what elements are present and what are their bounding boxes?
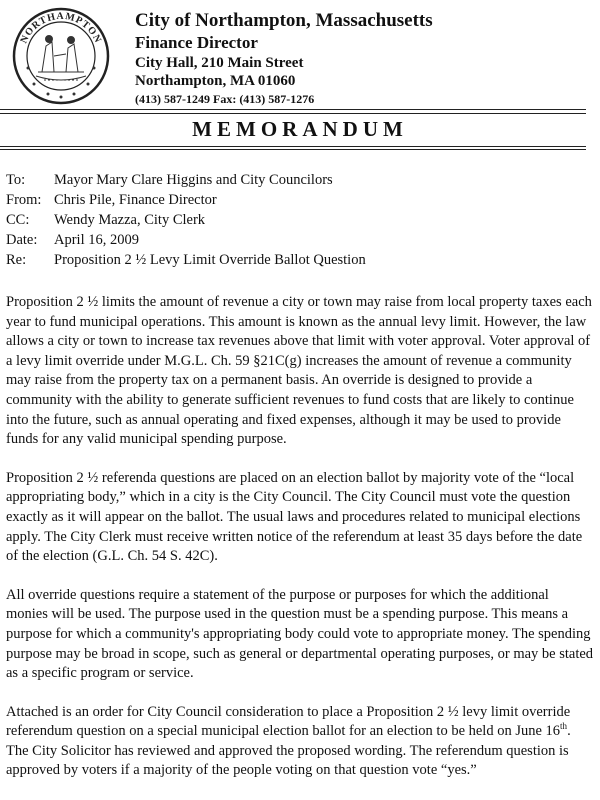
letterhead-title: Finance Director xyxy=(135,33,258,52)
ordinal-suffix: th xyxy=(560,721,568,732)
header-row-from xyxy=(6,190,366,210)
header-label: From: xyxy=(6,192,42,208)
paragraph-1: Proposition 2 ½ limits the amount of revenue a city or town may raise from local property taxes each year to fund municipal operations. This amount is known as the annual levy limit. However, the law allows a city or town to increase tax revenues above that limit with voter approval. Voter approval of a levy limit override under M.G.L. Ch. 59 §21C(g) increases the amount of revenue a community may raise from the property tax on a permanent basis. An override is designed to provide a community with the ability to generate sufficient revenues to fund costs that are likely to continue into the future, such as annual operating and fixed expenses, although it may be used to provide funds for any valid municipal spending purpose. xyxy=(6,294,592,448)
header-divider xyxy=(0,109,586,110)
memo-body xyxy=(6,293,594,800)
seal-icon xyxy=(8,6,114,106)
city-seal xyxy=(8,6,114,106)
header-value: Mayor Mary Clare Higgins and City Councilors xyxy=(54,172,333,188)
header-label: Re: xyxy=(6,252,27,268)
header-row-date xyxy=(6,230,366,250)
seal-text: NORTHAMPTON xyxy=(18,10,104,46)
paragraph-4-text: Attached is an order for City Council consideration to place a Proposition 2 ½ levy limit override referendum question on a special municipal election ballot for an election to be held on June 16 xyxy=(6,703,571,740)
letterhead xyxy=(135,10,433,108)
header-row-re xyxy=(6,250,366,270)
paragraph-4 xyxy=(6,703,594,781)
header-row-cc xyxy=(6,210,366,230)
header-row-to xyxy=(6,170,366,190)
header-label: Date: xyxy=(6,232,38,248)
paragraph-3: All override questions require a statement of the purpose or purposes for which the additional monies will be used. The purpose used in the question must be a spending purpose. This means a purpose for which a community's appropriating body could vote to appropriate money. The spending purpose may be broad in scope, such as general or departmental operating purposes, or may be stated as a specific program or service. xyxy=(6,586,594,682)
header-value: April 16, 2009 xyxy=(54,232,139,248)
header-divider xyxy=(0,113,586,114)
memo-title: MEMORANDUM xyxy=(192,117,408,141)
memo-headers xyxy=(6,170,366,270)
paragraph-2: Proposition 2 ½ referenda questions are placed on an election ballot by majority vote of the “local appropriating body,” which in a city is the City Council. The City Council must vote the question exactly as it will appear on the ballot. The usual laws and procedures related to municipal elections apply. The City Clerk must receive written notice of the referendum at least 35 days before the date of the election (G.L. Ch. 54 S. 42C). xyxy=(6,469,583,565)
letterhead-city: City of Northampton, Massachusetts xyxy=(135,10,433,31)
title-divider xyxy=(0,149,586,150)
header-value: Chris Pile, Finance Director xyxy=(54,192,217,208)
header-label: To: xyxy=(6,172,26,188)
paragraph-4-text-end: . The City Solicitor has reviewed and approved the proposed wording. The referendum question is approved by voters if a majority of the people voting on that question vote “yes.” xyxy=(6,723,571,779)
letterhead-address-line2: Northampton, MA 01060 xyxy=(135,73,296,89)
header-label: CC: xyxy=(6,212,30,228)
title-divider xyxy=(0,146,586,147)
header-value: Wendy Mazza, City Clerk xyxy=(54,212,206,228)
header-value: Proposition 2 ½ Levy Limit Override Ballot Question xyxy=(54,252,366,268)
letterhead-phone: (413) 587-1249 Fax: (413) 587-1276 xyxy=(135,92,315,106)
letterhead-address-line1: City Hall, 210 Main Street xyxy=(135,55,304,71)
